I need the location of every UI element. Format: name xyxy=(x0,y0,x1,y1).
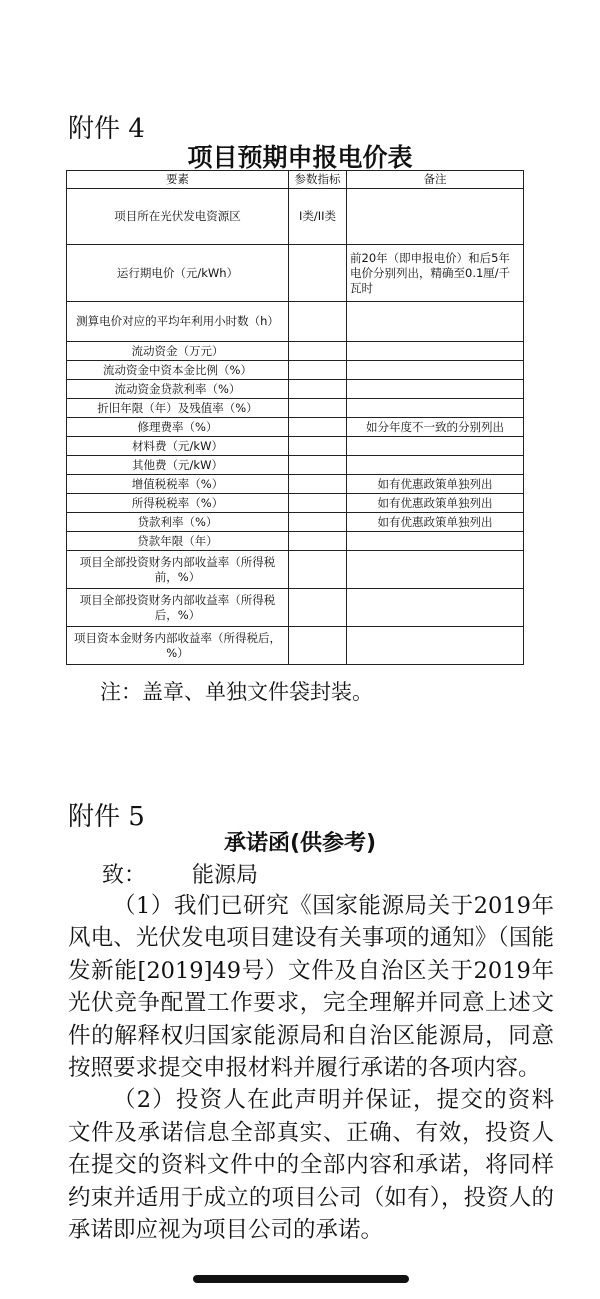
table-cell: 流动资金（万元） xyxy=(67,342,289,361)
table-cell: 所得税税率（%） xyxy=(67,494,289,513)
table-cell xyxy=(347,551,524,589)
table-cell xyxy=(289,513,347,532)
table-cell: 贷款利率（%） xyxy=(67,513,289,532)
packaging-note: 注：盖章、单独文件袋封装。 xyxy=(100,680,373,704)
table-row xyxy=(67,627,524,665)
table-cell: 项目全部投资财务内部收益率（所得税后，%） xyxy=(67,589,289,627)
table-cell xyxy=(347,589,524,627)
table-cell: 如有优惠政策单独列出 xyxy=(347,475,524,494)
table-cell: 运行期电价（元/kWh） xyxy=(67,245,289,302)
table-row xyxy=(67,342,524,361)
table-cell xyxy=(347,189,524,245)
table-row xyxy=(67,437,524,456)
table-cell: 流动资金中资本金比例（%） xyxy=(67,361,289,380)
column-header: 参数指标 xyxy=(289,171,347,189)
table-cell xyxy=(347,399,524,418)
table-cell xyxy=(289,475,347,494)
price-table xyxy=(66,170,524,665)
table-cell: 项目全部投资财务内部收益率（所得税前，%） xyxy=(67,551,289,589)
table-cell: 材料费（元/kW） xyxy=(67,437,289,456)
home-indicator[interactable] xyxy=(193,1275,409,1283)
table-cell: 前20年（即申报电价）和后5年电价分别列出，精确至0.1厘/千瓦时 xyxy=(347,245,524,302)
paragraph: （1）我们已研究《国家能源局关于2019年风电、光伏发电项目建设有关事项的通知》（国能发新能[2019]49号）文件及自治区关于2019年光伏竞争配置工作要求，完全理解并同意上述文件的解释权归国家能源局和自治区能源局，同意按照要求提交申报材料并履行承诺的各项内容。 xyxy=(68,893,554,1082)
commitment-body xyxy=(68,890,554,1246)
table-row xyxy=(67,418,524,437)
table-row xyxy=(67,189,524,245)
table-row xyxy=(67,513,524,532)
table-cell xyxy=(289,361,347,380)
table-cell: 测算电价对应的平均年利用小时数（h） xyxy=(67,302,289,342)
table-cell xyxy=(289,342,347,361)
table-cell: 折旧年限（年）及残值率（%） xyxy=(67,399,289,418)
table-cell xyxy=(289,456,347,475)
table-cell xyxy=(289,589,347,627)
table-cell xyxy=(347,361,524,380)
table-cell xyxy=(289,302,347,342)
price-table-title: 项目预期申报电价表 xyxy=(187,143,413,172)
table-row xyxy=(67,532,524,551)
table-cell xyxy=(289,418,347,437)
table-cell xyxy=(289,437,347,456)
table-cell: 如分年度不一致的分别列出 xyxy=(347,418,524,437)
table-cell: 项目所在光伏发电资源区 xyxy=(67,189,289,245)
table-cell xyxy=(347,437,524,456)
table-row xyxy=(67,494,524,513)
paragraph: （2）投资人在此声明并保证，提交的资料文件及承诺信息全部真实、正确、有效，投资人在提交的资料文件中的全部内容和承诺，将同样约束并适用于成立的项目公司（如有），投资人的承诺即应视为项目公司的承诺。 xyxy=(68,1087,554,1244)
table-cell xyxy=(289,627,347,665)
table-row xyxy=(67,456,524,475)
table-cell xyxy=(289,494,347,513)
table-cell xyxy=(289,532,347,551)
attachment-4-heading: 附件 4 xyxy=(68,114,145,144)
table-row xyxy=(67,245,524,302)
table-cell: 修理费率（%） xyxy=(67,418,289,437)
table-cell: I类/II类 xyxy=(289,189,347,245)
addressee-label: 致： xyxy=(102,863,147,888)
table-cell xyxy=(289,399,347,418)
table-row xyxy=(67,589,524,627)
table-cell xyxy=(347,380,524,399)
table-row xyxy=(67,361,524,380)
table-cell: 项目资本金财务内部收益率（所得税后，%） xyxy=(67,627,289,665)
table-cell: 如有优惠政策单独列出 xyxy=(347,513,524,532)
column-header: 备注 xyxy=(347,171,524,189)
table-cell xyxy=(289,245,347,302)
table-row xyxy=(67,475,524,494)
table-header-row xyxy=(67,171,524,189)
table-cell xyxy=(347,342,524,361)
addressee-org: 能源局 xyxy=(192,863,259,888)
table-row xyxy=(67,551,524,589)
table-cell xyxy=(347,627,524,665)
commitment-letter-title: 承诺函(供参考) xyxy=(223,831,377,856)
table-cell: 如有优惠政策单独列出 xyxy=(347,494,524,513)
table-cell xyxy=(289,551,347,589)
table-cell xyxy=(289,380,347,399)
table-row xyxy=(67,380,524,399)
table-cell: 贷款年限（年） xyxy=(67,532,289,551)
column-header: 要素 xyxy=(67,171,289,189)
table-cell xyxy=(347,302,524,342)
table-cell: 增值税税率（%） xyxy=(67,475,289,494)
table-cell: 流动资金贷款利率（%） xyxy=(67,380,289,399)
table-cell xyxy=(347,456,524,475)
addressee-line xyxy=(102,858,258,889)
table-cell xyxy=(347,532,524,551)
table-cell: 其他费（元/kW） xyxy=(67,456,289,475)
table-row xyxy=(67,399,524,418)
attachment-5-heading: 附件 5 xyxy=(68,802,145,832)
table-row xyxy=(67,302,524,342)
